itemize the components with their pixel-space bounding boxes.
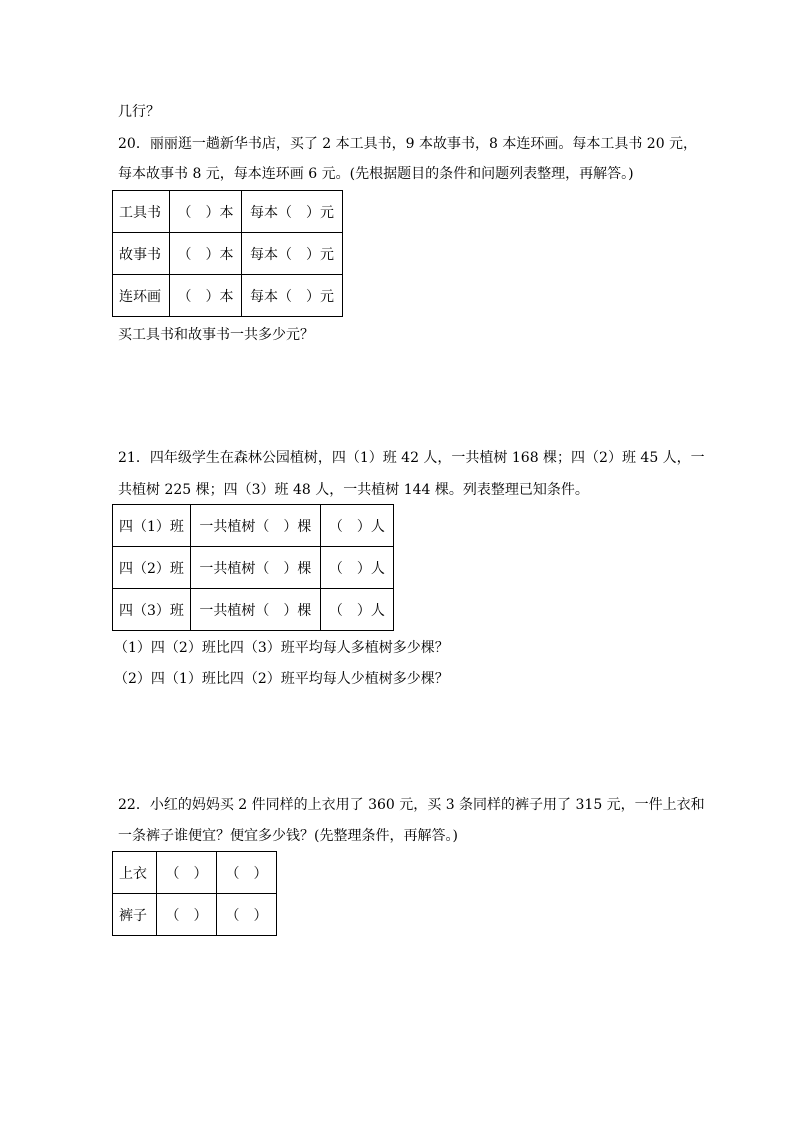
cell: 裤子 xyxy=(113,894,157,936)
table-row xyxy=(113,589,394,631)
q21-subquestion-2: （2）四（1）班比四（2）班平均每人少植树多少棵？ xyxy=(114,671,449,687)
table-row xyxy=(113,505,394,547)
q21-text-line1: 21．四年级学生在森林公园植树，四（1）班 42 人，一共植树 168 棵；四（2）班 45 人，一 xyxy=(118,450,705,466)
cell: （ ）人 xyxy=(320,547,393,589)
cell: （ ）人 xyxy=(320,589,393,631)
q22-table xyxy=(112,851,277,936)
cell: （ ）本 xyxy=(170,233,242,275)
q21-subquestion-1: （1）四（2）班比四（3）班平均每人多植树多少棵？ xyxy=(114,640,449,656)
cell: 上衣 xyxy=(113,852,157,894)
cell: （ ）本 xyxy=(170,275,242,317)
cell: 一共植树（ ）棵 xyxy=(190,547,320,589)
q20-question: 买工具书和故事书一共多少元？ xyxy=(118,327,314,343)
cell: 故事书 xyxy=(113,233,170,275)
cell: 每本（ ）元 xyxy=(242,191,343,233)
cell: （ ）人 xyxy=(320,505,393,547)
cell: 一共植树（ ）棵 xyxy=(190,589,320,631)
cell: 四（3）班 xyxy=(113,589,191,631)
cell: 连环画 xyxy=(113,275,170,317)
cell: （ ） xyxy=(157,894,217,936)
cell: 一共植树（ ）棵 xyxy=(190,505,320,547)
q20-text-line2: 每本故事书 8 元，每本连环画 6 元。(先根据题目的条件和问题列表整理，再解答。) xyxy=(118,166,634,182)
table-row xyxy=(113,894,277,936)
cell: 四（2）班 xyxy=(113,547,191,589)
cell: 每本（ ）元 xyxy=(242,233,343,275)
table-row xyxy=(113,547,394,589)
table-row xyxy=(113,852,277,894)
cell: （ ） xyxy=(217,894,277,936)
cell: 四（1）班 xyxy=(113,505,191,547)
q22-text-line1: 22．小红的妈妈买 2 件同样的上衣用了 360 元，买 3 条同样的裤子用了 315 元，一件上衣和 xyxy=(118,797,705,813)
table-row xyxy=(113,233,343,275)
q19-tail: 几行？ xyxy=(118,104,160,120)
q21-text-line2: 共植树 225 棵；四（3）班 48 人，一共植树 144 棵。列表整理已知条件。 xyxy=(118,482,589,498)
cell: 每本（ ）元 xyxy=(242,275,343,317)
q20-text-line1: 20．丽丽逛一趟新华书店，买了 2 本工具书，9 本故事书，8 本连环画。每本工具书 20 元， xyxy=(118,136,698,152)
table-row xyxy=(113,191,343,233)
cell: （ ）本 xyxy=(170,191,242,233)
cell: （ ） xyxy=(217,852,277,894)
q22-text-line2: 一条裤子谁便宜？便宜多少钱？(先整理条件，再解答。) xyxy=(118,828,458,844)
table-row xyxy=(113,275,343,317)
q20-table xyxy=(112,190,343,317)
q21-table xyxy=(112,504,394,631)
cell: 工具书 xyxy=(113,191,170,233)
cell: （ ） xyxy=(157,852,217,894)
